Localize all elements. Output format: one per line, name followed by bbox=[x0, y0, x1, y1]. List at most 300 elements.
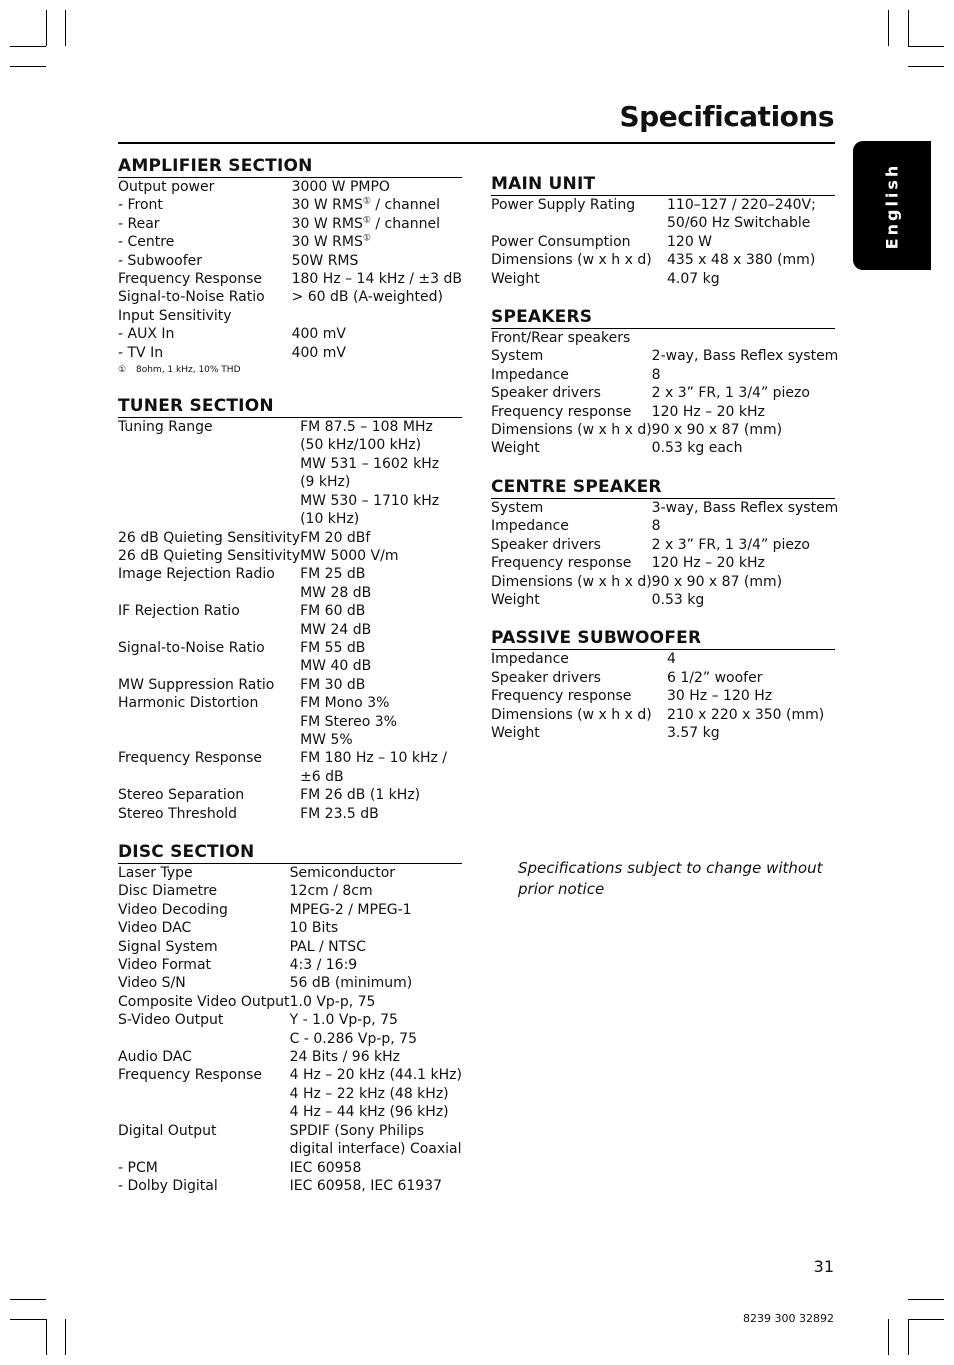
spec-label: - Front bbox=[118, 197, 163, 214]
spec-row bbox=[491, 499, 838, 517]
spec-label: Weight bbox=[491, 591, 540, 608]
spec-label: Dimensions (w x h x d) bbox=[491, 573, 652, 590]
spec-value bbox=[300, 621, 462, 639]
spec-table bbox=[118, 178, 462, 362]
spec-value bbox=[652, 573, 839, 591]
spec-label bbox=[118, 1140, 290, 1158]
spec-row bbox=[118, 993, 462, 1011]
spec-value bbox=[292, 307, 462, 325]
spec-row bbox=[118, 956, 462, 974]
spec-label: - TV In bbox=[118, 344, 164, 361]
spec-value-text: FM 87.5 – 108 MHz bbox=[300, 419, 433, 436]
spec-label bbox=[118, 492, 300, 510]
spec-value-text: FM 25 dB bbox=[300, 566, 366, 583]
spec-value bbox=[290, 974, 462, 992]
spec-row bbox=[118, 584, 462, 602]
spec-table bbox=[491, 196, 835, 288]
spec-row bbox=[491, 366, 838, 384]
spec-label bbox=[118, 510, 300, 528]
spec-row bbox=[491, 270, 835, 288]
spec-row bbox=[491, 214, 835, 232]
spec-row bbox=[491, 384, 838, 402]
spec-value-text: 30 W RMS bbox=[291, 197, 363, 214]
spec-label: Output power bbox=[118, 179, 215, 195]
spec-value-text: 4 Hz – 20 kHz (44.1 kHz) bbox=[289, 1067, 462, 1084]
spec-value-text: 2 x 3” FR, 1 3/4” piezo bbox=[651, 536, 810, 553]
spec-value bbox=[652, 329, 839, 347]
spec-value bbox=[300, 492, 462, 510]
spec-row bbox=[118, 805, 462, 823]
spec-value-text: 435 x 48 x 380 (mm) bbox=[667, 252, 816, 269]
spec-row bbox=[118, 731, 462, 749]
section-title: CENTRE SPEAKER bbox=[491, 476, 835, 499]
spec-value-text: MW 24 dB bbox=[300, 621, 372, 638]
spec-row bbox=[118, 786, 462, 804]
spec-row bbox=[118, 510, 462, 528]
spec-value bbox=[292, 252, 462, 270]
spec-value bbox=[290, 1011, 462, 1029]
spec-row bbox=[118, 768, 462, 786]
spec-label bbox=[118, 473, 300, 491]
spec-row bbox=[118, 1177, 462, 1195]
spec-value-text: 0.53 kg each bbox=[651, 440, 743, 457]
spec-section bbox=[491, 306, 839, 458]
spec-label: Signal System bbox=[118, 938, 218, 955]
section-title: PASSIVE SUBWOOFER bbox=[491, 627, 835, 650]
spec-value-text: 180 Hz – 14 kHz / ±3 dB bbox=[291, 271, 462, 288]
spec-table bbox=[118, 864, 462, 1195]
spec-label bbox=[118, 455, 300, 473]
spec-label: Weight bbox=[491, 270, 540, 287]
spec-label: - PCM bbox=[118, 1159, 158, 1176]
spec-value bbox=[652, 591, 839, 609]
spec-value-text: (10 kHz) bbox=[300, 511, 360, 528]
spec-label: Weight bbox=[491, 440, 540, 457]
spec-value bbox=[667, 724, 835, 742]
spec-label: Video DAC bbox=[118, 920, 192, 937]
spec-label: - Dolby Digital bbox=[118, 1177, 218, 1194]
spec-row bbox=[118, 938, 462, 956]
spec-row bbox=[491, 403, 838, 421]
spec-row bbox=[118, 307, 462, 325]
spec-label: Frequency response bbox=[491, 688, 632, 705]
spec-label: Impedance bbox=[491, 366, 569, 383]
crop-mark bbox=[10, 46, 46, 47]
spec-row bbox=[118, 1085, 462, 1103]
spec-row bbox=[491, 536, 838, 554]
spec-row bbox=[118, 270, 462, 288]
spec-label: Frequency response bbox=[491, 555, 632, 572]
spec-value-text: FM 60 dB bbox=[300, 603, 366, 620]
spec-row bbox=[118, 882, 462, 900]
spec-value bbox=[290, 1177, 462, 1195]
spec-label: Harmonic Distortion bbox=[118, 695, 259, 712]
language-tab-label: English bbox=[882, 162, 902, 249]
spec-row bbox=[118, 529, 462, 547]
spec-value bbox=[652, 403, 839, 421]
spec-value-text: FM 23.5 dB bbox=[300, 805, 379, 822]
spec-value-text: MW 5% bbox=[300, 731, 353, 748]
footnote-marker: ① bbox=[362, 215, 371, 226]
spec-value-text: digital interface) Coaxial bbox=[289, 1141, 462, 1158]
spec-value-text: MW 530 – 1710 kHz bbox=[300, 492, 440, 509]
spec-label bbox=[118, 584, 300, 602]
spec-value bbox=[667, 270, 835, 288]
spec-value-text: 90 x 90 x 87 (mm) bbox=[651, 422, 783, 439]
spec-label: Impedance bbox=[491, 651, 569, 668]
page-number: 31 bbox=[813, 1257, 834, 1276]
spec-value bbox=[300, 676, 462, 694]
spec-value-text: 8 bbox=[651, 518, 661, 535]
spec-value-text: PAL / NTSC bbox=[289, 938, 366, 955]
section-title: AMPLIFIER SECTION bbox=[118, 155, 462, 178]
spec-row bbox=[491, 196, 835, 214]
spec-value-text: 24 Bits / 96 kHz bbox=[289, 1049, 401, 1066]
spec-value bbox=[300, 584, 462, 602]
spec-label: Dimensions (w x h x d) bbox=[491, 252, 652, 269]
spec-label: Stereo Separation bbox=[118, 787, 245, 804]
spec-label: - Rear bbox=[118, 215, 160, 232]
spec-value bbox=[667, 706, 835, 724]
spec-row bbox=[491, 591, 838, 609]
crop-mark bbox=[888, 1319, 889, 1355]
spec-value-text: 120 Hz – 20 kHz bbox=[651, 403, 765, 420]
spec-label: Frequency Response bbox=[118, 1067, 263, 1084]
spec-value bbox=[300, 749, 462, 767]
spec-row bbox=[118, 749, 462, 767]
spec-value bbox=[300, 473, 462, 491]
spec-label: Dimensions (w x h x d) bbox=[491, 706, 652, 723]
spec-value-text: 56 dB (minimum) bbox=[289, 975, 413, 992]
spec-value-text: IEC 60958, IEC 61937 bbox=[289, 1177, 442, 1194]
section-title: MAIN UNIT bbox=[491, 173, 835, 196]
spec-label: IF Rejection Ratio bbox=[118, 603, 240, 620]
spec-label: Audio DAC bbox=[118, 1049, 192, 1066]
spec-value-text: MW 531 – 1602 kHz bbox=[300, 455, 440, 472]
spec-label bbox=[491, 214, 667, 232]
spec-value-text: > 60 dB (A-weighted) bbox=[291, 289, 443, 306]
spec-label: Speaker drivers bbox=[491, 669, 601, 686]
spec-value bbox=[292, 270, 462, 288]
spec-value-suffix: / channel bbox=[370, 215, 440, 232]
spec-row bbox=[118, 1122, 462, 1140]
spec-row bbox=[491, 233, 835, 251]
spec-value-text: 3.57 kg bbox=[667, 724, 720, 741]
spec-value-suffix: / channel bbox=[370, 197, 440, 214]
footnote-marker: ① bbox=[362, 233, 371, 244]
spec-value bbox=[652, 384, 839, 402]
crop-mark bbox=[908, 46, 944, 47]
spec-value-text: 4 bbox=[667, 651, 676, 668]
spec-value-text: Y - 1.0 Vp-p, 75 bbox=[289, 1012, 398, 1029]
spec-value bbox=[300, 768, 462, 786]
title-rule bbox=[118, 142, 835, 144]
spec-label bbox=[118, 621, 300, 639]
spec-label: Power Consumption bbox=[491, 233, 631, 250]
spec-label bbox=[118, 1085, 290, 1103]
spec-value bbox=[292, 325, 462, 343]
spec-row bbox=[118, 325, 462, 343]
spec-label: Signal-to-Noise Ratio bbox=[118, 289, 265, 306]
spec-row bbox=[118, 455, 462, 473]
spec-label bbox=[118, 768, 300, 786]
spec-table bbox=[491, 499, 838, 609]
spec-label: MW Suppression Ratio bbox=[118, 676, 275, 693]
spec-row bbox=[118, 547, 462, 565]
spec-label: Disc Diametre bbox=[118, 883, 218, 900]
spec-row bbox=[118, 974, 462, 992]
spec-value bbox=[290, 956, 462, 974]
spec-value bbox=[300, 455, 462, 473]
spec-value bbox=[652, 421, 839, 439]
spec-value bbox=[300, 510, 462, 528]
spec-row bbox=[491, 554, 838, 572]
spec-value bbox=[290, 938, 462, 956]
spec-value bbox=[667, 251, 835, 269]
spec-value-text: 120 W bbox=[667, 233, 713, 250]
spec-value bbox=[290, 1085, 462, 1103]
spec-row bbox=[491, 706, 835, 724]
spec-value bbox=[300, 547, 462, 565]
spec-row bbox=[491, 573, 838, 591]
spec-row bbox=[491, 517, 838, 535]
spec-value-text: 30 W RMS bbox=[291, 215, 363, 232]
spec-row bbox=[118, 639, 462, 657]
spec-value-text: 400 mV bbox=[291, 344, 346, 361]
spec-row bbox=[118, 196, 462, 214]
spec-label: Impedance bbox=[491, 518, 569, 535]
spec-row bbox=[118, 1140, 462, 1158]
spec-row bbox=[118, 418, 462, 436]
spec-value-text: FM 26 dB (1 kHz) bbox=[300, 787, 421, 804]
crop-mark bbox=[908, 66, 944, 67]
spec-value-text: MW 28 dB bbox=[300, 584, 372, 601]
spec-value-text: 6 1/2” woofer bbox=[667, 669, 763, 686]
spec-label: Video Format bbox=[118, 957, 212, 974]
spec-label: - Subwoofer bbox=[118, 252, 203, 269]
spec-row bbox=[118, 694, 462, 712]
spec-label: Video S/N bbox=[118, 975, 186, 992]
spec-table bbox=[491, 329, 838, 458]
spec-row bbox=[118, 919, 462, 937]
spec-row bbox=[491, 687, 835, 705]
spec-value bbox=[652, 499, 839, 517]
spec-label: Input Sensitivity bbox=[118, 307, 232, 324]
spec-value-text: 120 Hz – 20 kHz bbox=[651, 555, 765, 572]
spec-row bbox=[118, 565, 462, 583]
spec-value bbox=[290, 993, 462, 1011]
spec-value-text: MW 40 dB bbox=[300, 658, 372, 675]
spec-row bbox=[118, 492, 462, 510]
left-column bbox=[118, 155, 462, 1213]
spec-row bbox=[118, 1011, 462, 1029]
spec-value-text: 4 Hz – 44 kHz (96 kHz) bbox=[289, 1104, 449, 1121]
spec-value-text: 4.07 kg bbox=[667, 270, 720, 287]
right-column bbox=[491, 173, 839, 760]
spec-value bbox=[290, 1140, 462, 1158]
spec-value-text: 8 bbox=[651, 366, 661, 383]
spec-section bbox=[491, 173, 835, 288]
spec-value bbox=[290, 1066, 462, 1084]
spec-label bbox=[118, 657, 300, 675]
crop-mark bbox=[10, 1319, 46, 1320]
section-title: TUNER SECTION bbox=[118, 395, 462, 418]
spec-value-text: (50 kHz/100 kHz) bbox=[300, 437, 422, 454]
spec-value bbox=[667, 669, 835, 687]
spec-label: Weight bbox=[491, 724, 540, 741]
spec-row bbox=[491, 669, 835, 687]
spec-value-text: 50W RMS bbox=[291, 252, 359, 269]
spec-value bbox=[300, 694, 462, 712]
spec-value bbox=[300, 657, 462, 675]
spec-value bbox=[300, 805, 462, 823]
section-title: SPEAKERS bbox=[491, 306, 835, 329]
spec-label: Frequency response bbox=[491, 403, 632, 420]
spec-value bbox=[292, 215, 462, 233]
footnote-text: 8ohm, 1 kHz, 10% THD bbox=[136, 365, 241, 376]
spec-row bbox=[118, 864, 462, 882]
spec-value bbox=[300, 436, 462, 454]
spec-label: 26 dB Quieting Sensitivity bbox=[118, 547, 301, 564]
spec-value-text: FM 180 Hz – 10 kHz / bbox=[300, 750, 448, 767]
spec-row bbox=[118, 676, 462, 694]
spec-value-text: 3000 W PMPO bbox=[291, 179, 390, 195]
page-title: Specifications bbox=[619, 100, 834, 133]
spec-value-text: MW 5000 V/m bbox=[300, 547, 399, 564]
spec-label: Video Decoding bbox=[118, 901, 228, 918]
spec-value-text: FM 20 dBf bbox=[300, 529, 371, 546]
crop-mark bbox=[908, 1319, 944, 1320]
spec-value-text: IEC 60958 bbox=[289, 1159, 362, 1176]
spec-label: System bbox=[491, 499, 544, 516]
spec-value bbox=[292, 344, 462, 362]
spec-value bbox=[300, 731, 462, 749]
crop-mark bbox=[10, 1299, 46, 1300]
spec-label: 26 dB Quieting Sensitivity bbox=[118, 529, 301, 546]
spec-label: Speaker drivers bbox=[491, 385, 601, 402]
crop-mark bbox=[46, 10, 47, 46]
crop-mark bbox=[908, 10, 909, 46]
spec-row bbox=[118, 621, 462, 639]
spec-value-text: 4 Hz – 22 kHz (48 kHz) bbox=[289, 1085, 449, 1102]
spec-label: Image Rejection Radio bbox=[118, 566, 275, 583]
spec-value-text: 210 x 220 x 350 (mm) bbox=[667, 706, 825, 723]
spec-value bbox=[300, 639, 462, 657]
spec-section bbox=[118, 395, 462, 823]
language-tab bbox=[853, 141, 931, 270]
crop-mark bbox=[46, 1319, 47, 1355]
spec-label: Dimensions (w x h x d) bbox=[491, 422, 652, 439]
spec-row bbox=[118, 288, 462, 306]
spec-value bbox=[292, 196, 462, 214]
spec-row bbox=[118, 1030, 462, 1048]
spec-value bbox=[652, 439, 839, 457]
spec-value-text: 3-way, Bass Reflex system bbox=[651, 499, 839, 516]
spec-value-text: FM 30 dB bbox=[300, 676, 366, 693]
spec-label: Laser Type bbox=[118, 865, 193, 881]
spec-value-text: 400 mV bbox=[291, 326, 346, 343]
spec-value-text: 30 W RMS bbox=[291, 234, 363, 251]
spec-label: Digital Output bbox=[118, 1122, 217, 1139]
spec-value bbox=[652, 536, 839, 554]
crop-mark bbox=[65, 1319, 66, 1355]
spec-value bbox=[300, 418, 462, 436]
spec-value-text: 2-way, Bass Reflex system bbox=[651, 348, 839, 365]
spec-value bbox=[292, 288, 462, 306]
crop-mark bbox=[908, 1319, 909, 1355]
spec-value bbox=[300, 602, 462, 620]
spec-label: Speaker drivers bbox=[491, 536, 601, 553]
spec-label: Tuning Range bbox=[118, 419, 213, 436]
spec-value bbox=[290, 901, 462, 919]
spec-value-text: 10 Bits bbox=[289, 920, 339, 937]
document-code: 8239 300 32892 bbox=[743, 1312, 834, 1325]
spec-value-text: 1.0 Vp-p, 75 bbox=[289, 993, 376, 1010]
crop-mark bbox=[65, 10, 66, 46]
spec-row bbox=[118, 233, 462, 251]
spec-value bbox=[290, 1103, 462, 1121]
spec-value-text: FM Stereo 3% bbox=[300, 713, 397, 730]
spec-value-text: 50/60 Hz Switchable bbox=[667, 215, 811, 232]
spec-row bbox=[491, 421, 838, 439]
spec-label: S-Video Output bbox=[118, 1012, 224, 1029]
spec-value bbox=[290, 1159, 462, 1177]
spec-value-text: Semiconductor bbox=[289, 865, 396, 881]
spec-label: Signal-to-Noise Ratio bbox=[118, 639, 265, 656]
spec-value-text: FM Mono 3% bbox=[300, 695, 390, 712]
spec-section bbox=[491, 476, 839, 609]
spec-value bbox=[292, 178, 462, 196]
crop-mark bbox=[908, 1299, 944, 1300]
spec-label: Power Supply Rating bbox=[491, 197, 636, 213]
spec-row bbox=[118, 657, 462, 675]
spec-value bbox=[290, 882, 462, 900]
spec-row bbox=[118, 713, 462, 731]
spec-value-text: 0.53 kg bbox=[651, 591, 705, 608]
spec-label: Front/Rear speakers bbox=[491, 330, 631, 347]
spec-value bbox=[300, 713, 462, 731]
spec-section bbox=[118, 155, 462, 377]
spec-table bbox=[491, 650, 835, 742]
spec-row bbox=[491, 251, 835, 269]
spec-row bbox=[491, 329, 838, 347]
spec-row bbox=[118, 602, 462, 620]
disclaimer-note: Specifications subject to change without prior notice bbox=[518, 859, 823, 898]
spec-label: - Centre bbox=[118, 234, 175, 251]
spec-value-text: 30 Hz – 120 Hz bbox=[667, 688, 773, 705]
spec-label: System bbox=[491, 348, 544, 365]
spec-row bbox=[491, 439, 838, 457]
spec-label: Composite Video Output bbox=[118, 993, 290, 1010]
spec-section bbox=[118, 841, 462, 1195]
spec-value bbox=[652, 347, 839, 365]
spec-label bbox=[118, 731, 300, 749]
spec-row bbox=[118, 473, 462, 491]
spec-label bbox=[118, 1103, 290, 1121]
spec-value bbox=[290, 919, 462, 937]
spec-value bbox=[300, 565, 462, 583]
spec-value bbox=[652, 366, 839, 384]
footnote bbox=[118, 363, 462, 377]
spec-value bbox=[667, 233, 835, 251]
spec-row bbox=[118, 1103, 462, 1121]
spec-row bbox=[491, 724, 835, 742]
spec-row bbox=[118, 178, 462, 196]
spec-value bbox=[290, 1048, 462, 1066]
spec-row bbox=[491, 347, 838, 365]
spec-value bbox=[667, 650, 835, 668]
spec-label bbox=[118, 713, 300, 731]
